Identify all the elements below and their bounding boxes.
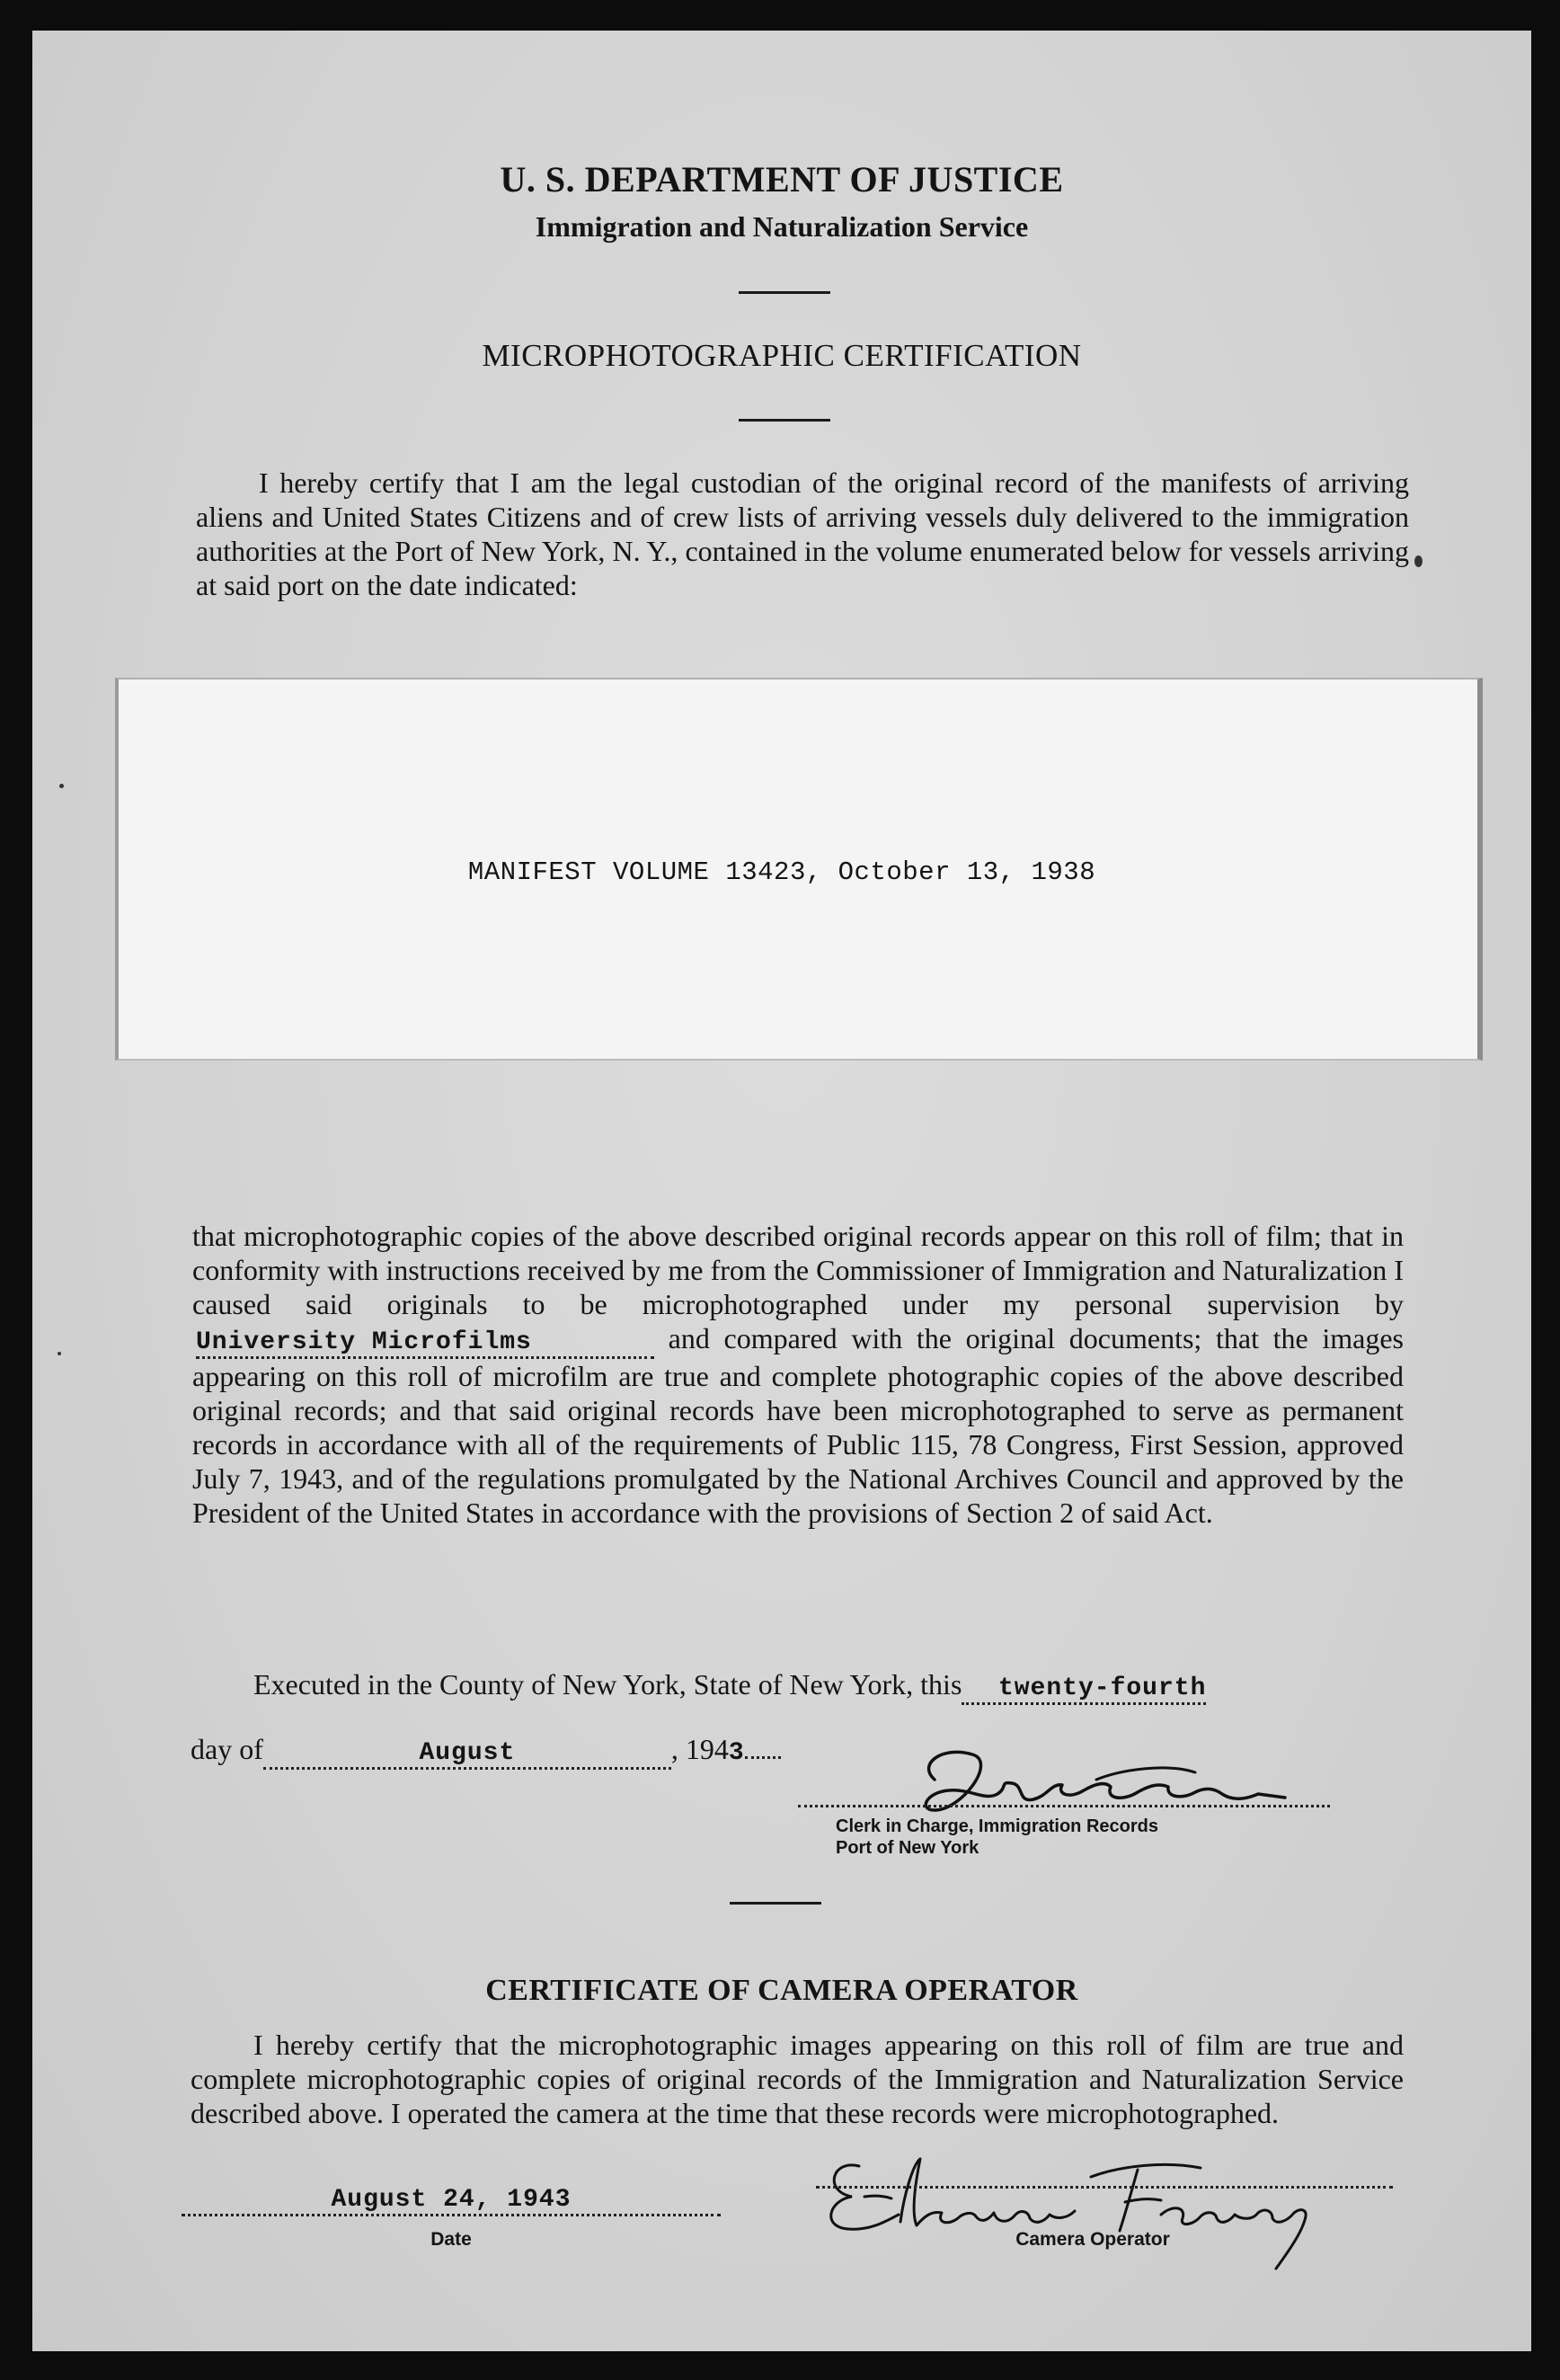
day-of-label: day of	[191, 1733, 263, 1765]
divider-rule	[730, 1902, 821, 1905]
filmer-field: University Microfilms	[196, 1329, 654, 1359]
dust-speck	[58, 1352, 61, 1355]
certificate-sheet	[32, 31, 1531, 2351]
service-subtitle: Immigration and Naturalization Service	[535, 210, 1029, 243]
year-digit: 3	[728, 1739, 745, 1767]
month-field: August	[263, 1740, 671, 1770]
dust-speck	[1414, 555, 1423, 567]
execution-lead: Executed in the County of New York, State of New York, this	[253, 1668, 962, 1701]
camera-operator-signature-line	[816, 2186, 1393, 2189]
date-label: Date	[430, 2229, 472, 2250]
manifest-volume-text: MANIFEST VOLUME 13423, October 13, 1938	[467, 857, 1096, 887]
main-paragraph-part1: that microphotographic copies of the above described original records appear on this roll of film; that in conformity with instructions received by me from the Commissioner of Immigration and Naturalization I caused said originals to be microphotographed under my personal supervision by	[192, 1220, 1404, 1320]
certificate-date-field: August 24, 1943	[182, 2186, 721, 2216]
intro-paragraph: I hereby certify that I am the legal custodian of the original record of the manifests of arriving aliens and United States Citizens and of crew lists of arriving vessels duly delivered to the immigration authorities at the Port of New York, N. Y., contained in the volume enumerated below for vessels arriving at said port on the date indicated:	[196, 466, 1409, 601]
clerk-title-line1: Clerk in Charge, Immigration Records	[836, 1816, 1158, 1836]
camera-certificate-title: CERTIFICATE OF CAMERA OPERATOR	[485, 1974, 1078, 2007]
certification-title: MICROPHOTOGRAPHIC CERTIFICATION	[482, 338, 1082, 373]
year-dots	[745, 1756, 781, 1759]
camera-operator-label: Camera Operator	[1015, 2229, 1170, 2250]
main-paragraph	[192, 1219, 1404, 1530]
year-prefix: , 194	[670, 1733, 729, 1765]
execution-line	[253, 1668, 1206, 1705]
divider-rule	[739, 291, 830, 294]
day-ordinal-field: twenty-fourth	[962, 1675, 1206, 1705]
day-of-line	[191, 1733, 781, 1770]
divider-rule	[739, 419, 830, 422]
main-paragraph-part2: and compared with the original documents; that the images appearing on this roll of microfilm are true and complete photographic copies of the above described original records; and that said original records have been microphotographed to serve as permanent records in accordance with all of the requirements of Public 115, 78 Congress, First Session, approved July 7, 1943, and of the regulations promulgated by the National Archives Council and approved by the President of the United States in accordance with the provisions of Section 2 of said Act.	[192, 1322, 1405, 1529]
camera-operator-signature	[805, 2114, 1362, 2285]
camera-certificate-paragraph: I hereby certify that the microphotographic images appearing on this roll of film are true and complete microphotographic copies of original records of the Immigration and Naturalization Service described above. I operated the camera at the time that these records were microphotographed.	[191, 2029, 1404, 2129]
clerk-signature-line	[798, 1805, 1330, 1807]
department-title: U. S. DEPARTMENT OF JUSTICE	[500, 159, 1064, 200]
dust-speck	[59, 784, 64, 788]
clerk-title-line2: Port of New York	[836, 1838, 979, 1858]
